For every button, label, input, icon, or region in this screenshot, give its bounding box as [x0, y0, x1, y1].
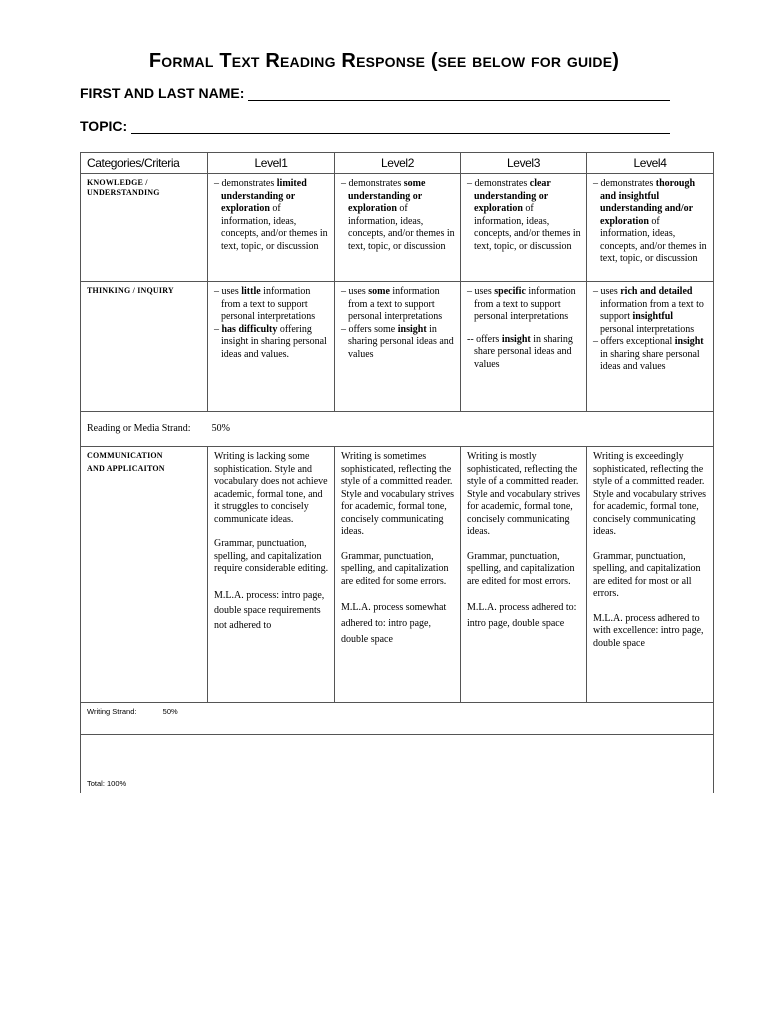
communication-level4: Writing is exceedingly sophisticated, reflecting the style of a committed reader. Style and vocabulary strives for academic, formal tone, concisely communicating ideas. Grammar, punctuation, spelling, and capitalization are edited for most or all errors. M.L.A. process adhered to with excellence: intro page, double space — [587, 447, 714, 703]
name-line[interactable] — [248, 87, 670, 101]
writing-strand-cell — [81, 703, 714, 735]
header-level4: Level4 — [587, 153, 714, 174]
header-criteria: Categories/Criteria — [81, 153, 208, 174]
knowledge-category: KNOWLEDGE / UNDERSTANDING — [81, 174, 208, 282]
total-row — [81, 735, 714, 793]
reading-strand-percent: 50% — [211, 423, 230, 435]
knowledge-level2: – demonstrates some understanding or exploration of information, ideas, concepts, and/or themes in text, topic, or discussion — [335, 174, 461, 282]
knowledge-row — [81, 174, 714, 282]
name-field[interactable] — [80, 85, 670, 101]
knowledge-level3: – demonstrates clear understanding or exploration of information, ideas, concepts, and/or themes in text, topic, or discussion — [461, 174, 587, 282]
communication-category: COMMUNICATION AND APPLICAITON — [81, 447, 208, 703]
knowledge-level4: – demonstrates thorough and insightful understanding and/or exploration of information, ideas, concepts, and/or themes in text, topic, or discussion — [587, 174, 714, 282]
communication-row — [81, 447, 714, 703]
header-level2: Level2 — [335, 153, 461, 174]
page-title: Formal Text Reading Response (see below for guide) — [148, 50, 620, 72]
reading-strand-cell — [81, 412, 714, 447]
header-level1: Level1 — [208, 153, 335, 174]
name-label: FIRST AND LAST NAME: — [80, 85, 245, 101]
total-cell — [81, 735, 714, 793]
thinking-row — [81, 282, 714, 412]
writing-strand-percent: 50% — [162, 707, 178, 716]
header-level3: Level3 — [461, 153, 587, 174]
thinking-level3: – uses specific information from a text to support personal interpretations -- offers insight in sharing share personal ideas and values — [461, 282, 587, 412]
header-row — [81, 153, 714, 174]
topic-line[interactable] — [131, 120, 670, 134]
total-label: Total: 100% — [87, 779, 127, 788]
reading-strand-label: Reading or Media Strand: — [87, 423, 191, 435]
reading-strand-row — [81, 412, 714, 447]
thinking-category: THINKING / INQUIRY — [81, 282, 208, 412]
writing-strand-row — [81, 703, 714, 735]
topic-label: TOPIC: — [80, 118, 128, 134]
thinking-level1: – uses little information from a text to support personal interpretations – has difficulty offering insight in sharing personal ideas and values. — [208, 282, 335, 412]
rubric-table — [80, 152, 714, 793]
writing-strand-label: Writing Strand: — [87, 707, 137, 716]
communication-level1: Writing is lacking some sophistication. Style and vocabulary does not achieve academic, formal tone, and it struggles to concisely communicate ideas. Grammar, punctuation, spelling, and capitalization require considerable editing. M.L.A. process: intro page, double space requirements not adhered to — [208, 447, 335, 703]
thinking-level2: – uses some information from a text to support personal interpretations – offers some insight in sharing personal ideas and values — [335, 282, 461, 412]
thinking-level4: – uses rich and detailed information from a text to support insightful personal interpretations – offers exceptional insight in sharing share personal ideas and values — [587, 282, 714, 412]
communication-level2: Writing is sometimes sophisticated, reflecting the style of a committed reader. Style and vocabulary strives for academic, formal tone, concisely communicating ideas. Grammar, punctuation, spelling, and capitalization are edited for some errors. M.L.A. process somewhat adhered to: intro page, double space — [335, 447, 461, 703]
communication-level3: Writing is mostly sophisticated, reflecting the style of a committed reader. Style and vocabulary strives for academic, formal tone, concisely communicating ideas. Grammar, punctuation, spelling, and capitalization are edited for most errors. M.L.A. process adhered to: intro page, double space — [461, 447, 587, 703]
knowledge-level1: – demonstrates limited understanding or exploration of information, ideas, concepts, and/or themes in text, topic, or discussion — [208, 174, 335, 282]
topic-field[interactable] — [80, 118, 670, 134]
